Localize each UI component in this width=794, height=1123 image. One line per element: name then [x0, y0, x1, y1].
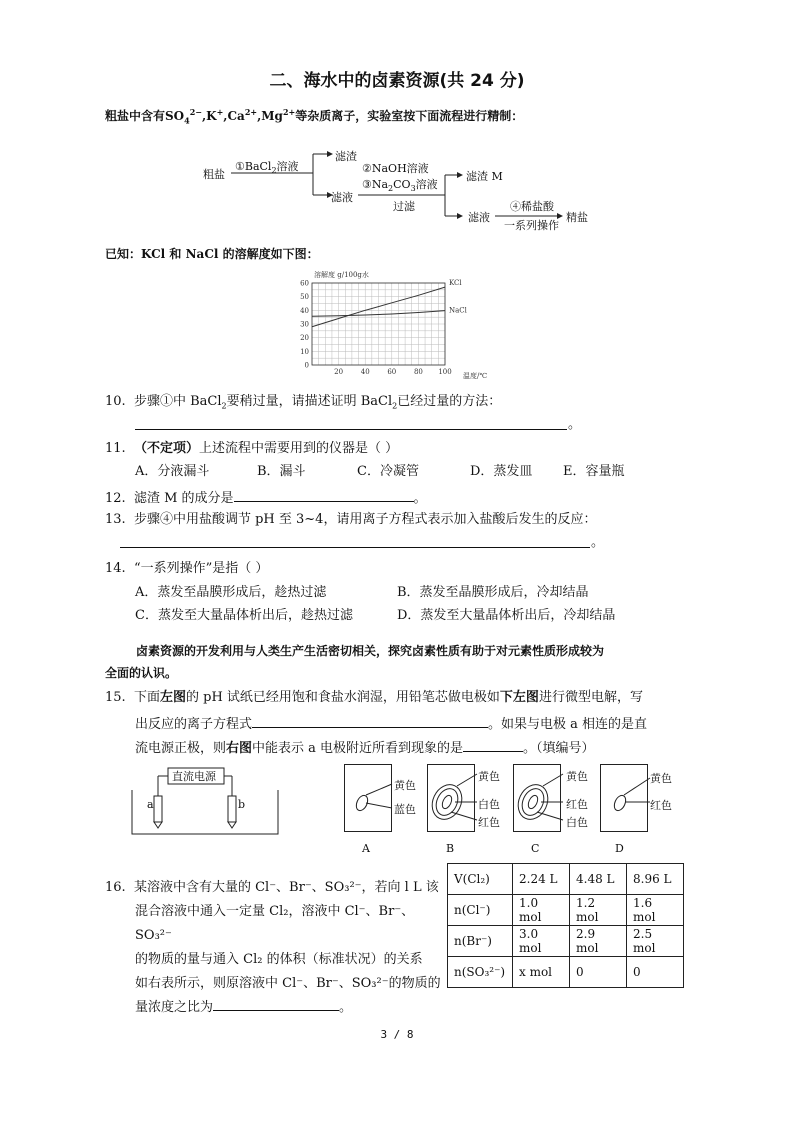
- table-cell: x mol: [513, 957, 570, 988]
- flow-series: 一系列操作: [504, 219, 559, 232]
- panel-b-letter: B: [446, 842, 455, 855]
- solubility-chart: [290, 268, 510, 383]
- table-cell: 2.24 L: [513, 864, 570, 895]
- table-cell: 0: [570, 957, 627, 988]
- chart-xtick-label: 80: [413, 368, 423, 376]
- q15-line2: 出反应的离子方程式 。如果与电极 a 相连的是直: [135, 714, 647, 733]
- q11-options: [135, 464, 695, 480]
- page-number: 3 / 8: [380, 1028, 414, 1041]
- chart-ytick-label: 60: [300, 279, 309, 288]
- electrode-b-label: b: [238, 798, 246, 811]
- table-cell: 2.5 mol: [627, 926, 684, 957]
- flow-filtrate1: 滤液: [331, 191, 353, 204]
- panel-a-label2: 蓝色: [394, 803, 416, 816]
- q10-end: 。: [568, 417, 582, 432]
- q13: 13. 步骤④中用盐酸调节 pH 至 3~4，请用离子方程式表示加入盐酸后发生的反应：: [105, 512, 597, 527]
- known-text: 已知：KCl 和 NaCl 的溶解度如下图：: [105, 247, 319, 261]
- panel-c-letter: C: [531, 842, 540, 855]
- table-cell: 3.0 mol: [513, 926, 570, 957]
- table-cell: 1.0 mol: [513, 895, 570, 926]
- panel-b-label3: 红色: [478, 816, 500, 829]
- table-row: [448, 864, 684, 895]
- table-cell: 1.2 mol: [570, 895, 627, 926]
- chart-xtick-label: 60: [387, 368, 397, 376]
- flow-start: 粗盐: [203, 168, 225, 181]
- chart-xtick-label: 100: [438, 368, 452, 376]
- flow-residue1: 滤渣: [335, 150, 357, 163]
- flow-filtrate2: 滤液: [468, 211, 490, 224]
- q14-option-d[interactable]: D．蒸发至大量晶体析出后，冷却结晶: [397, 608, 616, 623]
- flow-step2: ②NaOH溶液: [362, 162, 429, 175]
- power-label: 直流电源: [172, 770, 216, 783]
- paragraph-line2: 全面的认识。: [105, 666, 178, 680]
- table-cell: V(Cl₂): [448, 864, 513, 895]
- q13-answer-line[interactable]: [120, 547, 590, 548]
- table-row: [448, 957, 684, 988]
- chart-series-label: NaCl: [449, 306, 467, 315]
- section-title: 二、海水中的卤素资源(共 24 分): [269, 71, 525, 91]
- paragraph-line1: 卤素资源的开发利用与人类生产生活密切相关，探究卤素性质有助于对元素性质形成较为: [136, 644, 605, 658]
- flow-step1: ①BaCl$_2$溶液: [235, 160, 299, 176]
- q15-answer-line1[interactable]: [252, 714, 488, 728]
- table-cell: 0: [627, 957, 684, 988]
- chlorine-data-table: [447, 863, 684, 988]
- chart-ytick-label: 10: [300, 347, 309, 356]
- q15-answer-line2[interactable]: [463, 738, 523, 752]
- q14-option-a[interactable]: A．蒸发至晶膜形成后，趁热过滤: [135, 585, 327, 600]
- q10: 10. 步骤①中 BaCl$_2$要稍过量，请描述证明 BaCl$_2$已经过量的方法：: [105, 394, 502, 411]
- panel-c-label3: 白色: [566, 816, 588, 829]
- q13-end: 。: [591, 535, 605, 550]
- panel-b-drawing: [427, 764, 527, 834]
- q16: 16. 某溶液中含有大量的 Cl⁻、Br⁻、SO₃²⁻，若向 l L 该 混合溶液中通入一定量 Cl₂，溶液中 Cl⁻、Br⁻、SO₃²⁻ 的物质的量与通入 Cl₂ 的体积（标准状况）的关系 如右表所示，则原溶液中 Cl⁻、Br⁻、SO₃²⁻的物质的 量浓度之比为 。: [105, 880, 441, 1015]
- panel-d-letter: D: [615, 842, 624, 855]
- table-cell: 8.96 L: [627, 864, 684, 895]
- panel-a-letter: A: [362, 842, 370, 855]
- panel-c-label2: 红色: [566, 798, 588, 811]
- panel-b-label2: 白色: [478, 798, 500, 811]
- chart-ytick-label: 40: [300, 306, 309, 315]
- chart-ytick-label: 20: [300, 334, 309, 343]
- q14: 14. “一系列操作”是指（ ）: [105, 561, 269, 576]
- q12-answer-line[interactable]: [234, 488, 414, 502]
- q11-option-d[interactable]: D．蒸发皿: [470, 464, 533, 479]
- table-cell: n(SO₃²⁻): [448, 957, 513, 988]
- chart-xtick-label: 40: [360, 368, 370, 376]
- q11-option-e[interactable]: E．容量瓶: [563, 464, 625, 479]
- chart-xtick-label: 20: [334, 368, 344, 376]
- panel-c-label1: 黄色: [566, 770, 588, 783]
- q16-answer-line[interactable]: [213, 997, 339, 1011]
- table-cell: n(Cl⁻): [448, 895, 513, 926]
- chart-ylabel: 溶解度 g/100g水: [314, 271, 369, 279]
- q11-option-c[interactable]: C．冷凝管: [357, 464, 419, 479]
- intro-text: 粗盐中含有$SO_4^{2-},K^+,Ca^{2+},Mg^{2+}$等杂质离子，实验室按下面流程进行精制：: [105, 107, 524, 126]
- flow-step3: $③Na_2CO_3$溶液: [362, 178, 438, 194]
- panel-c-drawing: [513, 764, 613, 834]
- q15-line3: 流电源正极，则右图中能表示 a 电极附近所看到现象的是 。（填编号）: [135, 738, 595, 757]
- panel-b-label1: 黄色: [478, 770, 500, 783]
- electrode-a-label: a: [147, 798, 154, 811]
- q14-option-c[interactable]: C．蒸发至大量晶体析出后，趁热过滤: [135, 608, 353, 623]
- flow-filter: 过滤: [393, 200, 415, 213]
- chart-xlabel: 温度/℃: [463, 372, 488, 380]
- chart-ytick-label: 50: [300, 293, 309, 302]
- q14-option-b[interactable]: B．蒸发至晶膜形成后，冷却结晶: [397, 585, 589, 600]
- panel-a-label1: 黄色: [394, 779, 416, 792]
- q11: 11. （不定项）上述流程中需要用到的仪器是（ ）: [105, 441, 399, 456]
- chart-ytick-label: 30: [300, 320, 309, 329]
- table-cell: 2.9 mol: [570, 926, 627, 957]
- chart-ytick-label: 0: [304, 361, 309, 370]
- q12: 12. 滤渣 M 的成分是 。: [105, 488, 427, 507]
- panel-d-label1: 黄色: [650, 772, 672, 785]
- q11-option-b[interactable]: B．漏斗: [257, 464, 306, 479]
- q11-option-a[interactable]: A．分液漏斗: [135, 464, 210, 479]
- panel-d-label2: 红色: [650, 799, 672, 812]
- flow-step4: ④稀盐酸: [510, 200, 554, 213]
- table-cell: 1.6 mol: [627, 895, 684, 926]
- chart-series-label: KCl: [449, 279, 462, 288]
- table-cell: 4.48 L: [570, 864, 627, 895]
- table-cell: n(Br⁻): [448, 926, 513, 957]
- table-row: [448, 926, 684, 957]
- q10-answer-line[interactable]: [135, 429, 567, 430]
- q15-line1: 15. 下面左图的 pH 试纸已经用饱和食盐水润湿，用铅笔芯做电极如下左图进行微型电解，写: [105, 690, 643, 705]
- table-row: [448, 895, 684, 926]
- flow-product: 精盐: [566, 211, 588, 224]
- flow-residue-m: 滤渣 M: [466, 170, 503, 183]
